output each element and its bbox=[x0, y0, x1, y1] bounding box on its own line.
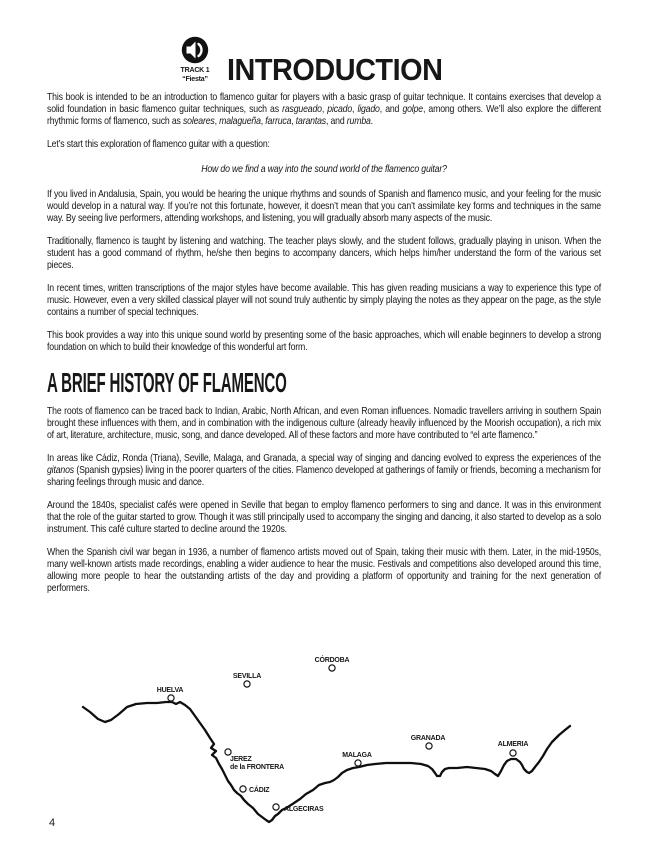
map-city-marker bbox=[426, 743, 432, 749]
history-paragraph-3: Around the 1840s, specialist cafés were opened in Seville that began to employ flamenco performers to sing and dance. It was in this environment that the role of the guitar started to grow. Though it was still principally used to accompany the singing and dancing, it also started to develop as a solo instrument. This café culture started to decline around the 1920s. bbox=[47, 500, 602, 535]
intro-paragraph-2: Let’s start this exploration of flamenco guitar with a question: bbox=[47, 139, 270, 150]
map-city-cordoba bbox=[315, 655, 350, 671]
intro-paragraph-6: This book provides a way into this unique sound world by presenting some of the basic approaches, which will enable beginners to develop a strong foundation on which to build their knowledge of this wonderful art form. bbox=[47, 330, 602, 353]
page-number: 4 bbox=[49, 817, 56, 829]
map-city-granada bbox=[411, 735, 446, 749]
map-city-almeria bbox=[498, 741, 529, 756]
map-coastline bbox=[83, 702, 570, 822]
history-paragraph-1: The roots of flamenco can be traced back to Indian, Arabic, North African, and even Roman influences. Nomadic travellers arriving in southern Spain brought these influences with them, and in combination with the indigenous culture (already heavily influenced by the Moorish occupation), a rich mix of art, literature, architecture, music, song, and dance developed. All of these factors and more have contributed to “el arte flamenco.” bbox=[47, 406, 602, 441]
andalusia-map bbox=[55, 652, 600, 852]
intro-question: How do we find a way into the sound world of the flamenco guitar? bbox=[201, 164, 447, 175]
map-city-label: SEVILLA bbox=[232, 673, 262, 680]
audio-speaker-icon bbox=[181, 36, 209, 64]
andalusia-map-svg bbox=[55, 652, 600, 852]
page-title: INTRODUCTION bbox=[227, 51, 443, 87]
track-label: TRACK 1 bbox=[180, 67, 210, 74]
map-city-label: de la FRONTERA bbox=[230, 764, 284, 771]
map-city-label: JEREZ bbox=[230, 756, 252, 763]
map-city-cadiz bbox=[240, 785, 270, 794]
map-city-label: GRANADA bbox=[410, 735, 446, 742]
map-city-label: HUELVA bbox=[156, 687, 184, 694]
history-paragraph-4: When the Spanish civil war began in 1936, a number of flamenco artists moved out of Spain, taking their music with them. Later, in the mid-1950s, many well-known artists made recordings, enabling a wider audience to hear the music. Festivals and competitions also developed around this time, allowing more people to hear the outstanding artists of the day and providing a platform of opportunity and training for the next generation of performers. bbox=[47, 547, 602, 594]
page-content bbox=[47, 92, 601, 606]
intro-paragraph-1: This book is intended to be an introduction to flamenco guitar for players with a basic grasp of guitar technique. It contains exercises that develop a solid foundation in basic flamenco guitar techniques, such as rasgueado, picado, ligado, and golpe, among others. We’ll also explore the different rhythmic forms of flamenco, such as soleares, malagueña, farruca, tarantas, and rumba. bbox=[47, 92, 602, 127]
map-city-jerez-de-la-frontera bbox=[225, 749, 284, 771]
map-city-marker bbox=[510, 750, 516, 756]
map-city-sevilla bbox=[233, 673, 261, 687]
map-city-marker bbox=[244, 681, 250, 687]
map-city-marker bbox=[329, 665, 335, 671]
intro-paragraph-3: If you lived in Andalusia, Spain, you would be hearing the unique rhythms and sounds of Spanish and flamenco music, and your feeling for the music would develop in a natural way. If you’re not this fortunate, however, it doesn’t mean that you can’t assimilate key forms and techniques in the same way. By seeing live performers, attending workshops, and listening, you will gradually absorb many aspects of the music. bbox=[47, 189, 602, 224]
map-city-marker bbox=[240, 786, 246, 792]
map-city-label: CÁDIZ bbox=[249, 787, 270, 794]
history-heading: A BRIEF HISTORY OF FLAMENCO bbox=[47, 367, 287, 398]
map-city-label: MALAGA bbox=[342, 752, 372, 759]
intro-paragraph-4: Traditionally, flamenco is taught by listening and watching. The teacher plays slowly, and the student follows, gradually playing in unison. When the student has a good command of rhythm, he/she then begins to accompany dancers, which helps him/her understand the form of the various set pieces. bbox=[47, 236, 602, 271]
map-city-huelva bbox=[157, 687, 184, 701]
track-title: “Fiesta” bbox=[182, 76, 208, 83]
map-city-label: CÓRDOBA bbox=[314, 657, 350, 664]
history-paragraph-2: In areas like Cádiz, Ronda (Triana), Seville, Malaga, and Granada, a special way of singing and dancing evolved to express the experiences of the gitanos (Spanish gypsies) living in the poorer quarters of the cities. Flamenco developed at gatherings of family or friends, becoming a mechanism for sharing feelings through music and dance. bbox=[47, 453, 602, 488]
map-city-label: ALMERIA bbox=[497, 741, 529, 748]
map-city-marker bbox=[168, 695, 174, 701]
intro-paragraph-5: In recent times, written transcriptions of the major styles have become available. This has given reading musicians a way to experience this type of music. However, even a very skilled classical player will not sound truly authentic by simply playing the notes as they appear on the page, as the style contains a number of special techniques. bbox=[47, 283, 602, 318]
map-city-label: ALGECIRAS bbox=[284, 806, 324, 813]
map-city-marker bbox=[225, 749, 231, 755]
track-block bbox=[173, 36, 217, 83]
map-cities bbox=[157, 655, 529, 813]
map-city-marker bbox=[355, 760, 361, 766]
map-city-marker bbox=[273, 804, 279, 810]
